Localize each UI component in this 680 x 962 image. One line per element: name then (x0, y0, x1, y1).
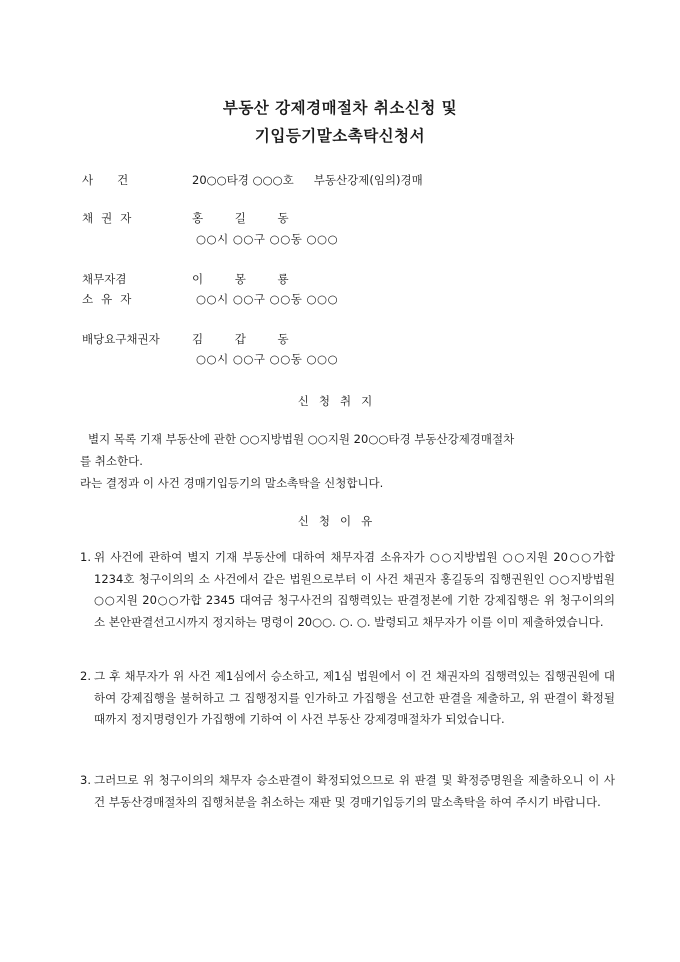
debtor-name: 이 몽 룡 (192, 272, 289, 286)
purpose-heading: 신청취지 (297, 394, 383, 408)
reason-text: 그 후 채무자가 위 사건 제1심에서 승소하고, 제1심 법원에서 이 건 채권자의 집행력있는 집행권원에 대하여 강제집행을 불허하고 그 집행정지를 인가하고 가집행을 선고한 판결을 제출하고, 위 판결이 확정될 때까지 정지명령인가 가집행에 기하여 이 사건 부동산 강제경매절차가 되었습니다. (94, 669, 615, 726)
owner-label: 소유자 (82, 292, 140, 306)
debtor-address: ○○시 ○○구 ○○동 ○○○ (196, 292, 339, 306)
reason-number: 2. (80, 669, 91, 683)
creditor-label: 채권자 (82, 211, 140, 225)
debtor-label: 채무자겸 (82, 272, 127, 286)
reason-text: 위 사건에 관하여 별지 기재 부동산에 대하여 채무자겸 소유자가 ○○지방법원 ○○지원 20○○가합 1234호 청구이의의 소 사건에서 같은 법원으로부터 이 사건 채권자 홍길동의 집행권원인 ○○지방법원 ○○지원 20○○가합 2345 대여금 청구사건의 집행력있는 판결정본에 기한 강제집행은 위 청구이의의 소 본안판결선고시까지 정지하는 명령이 20○○. ○. ○. 발령되고 채무자가 이를 이미 제출하였습니다. (94, 550, 615, 629)
case-label: 사건 (82, 173, 153, 187)
reason-number: 3. (80, 773, 91, 787)
purpose-line1: 별지 목록 기재 부동산에 관한 ○○지방법원 ○○지원 20○○타경 부동산강제경매절차 (88, 432, 515, 446)
creditor-name: 홍 길 동 (192, 211, 289, 225)
purpose-line3: 라는 결정과 이 사건 경매기입등기의 말소촉탁을 신청합니다. (80, 476, 384, 490)
claimant-name: 김 갑 동 (192, 332, 289, 346)
creditor-address: ○○시 ○○구 ○○동 ○○○ (196, 232, 339, 246)
claimant-address: ○○시 ○○구 ○○동 ○○○ (196, 352, 339, 366)
reason-number: 1. (80, 550, 91, 564)
document-title-line1: 부동산 강제경매절차 취소신청 및 (222, 99, 458, 117)
case-type: 부동산강제(임의)경매 (313, 173, 423, 187)
reason-item-3 (80, 770, 615, 813)
claimant-label: 배당요구채권자 (82, 332, 160, 346)
purpose-body (80, 428, 620, 494)
reasons-heading: 신청이유 (297, 514, 383, 528)
reason-item-2 (80, 666, 615, 731)
purpose-line2: 를 취소한다. (80, 454, 143, 468)
case-number: 20○○타경 ○○○호 (192, 173, 294, 187)
case-info (192, 172, 423, 188)
reason-text: 그러므로 위 청구이의의 채무자 승소판결이 확정되었으므로 위 판결 및 확정증명원을 제출하오니 이 사건 부동산경매절차의 집행처분을 취소하는 재판 및 경매기입등기의 말소촉탁을 하여 주시기 바랍니다. (94, 773, 615, 809)
document-title-line2: 기입등기말소촉탁신청서 (254, 127, 426, 145)
reason-item-1 (80, 547, 615, 633)
